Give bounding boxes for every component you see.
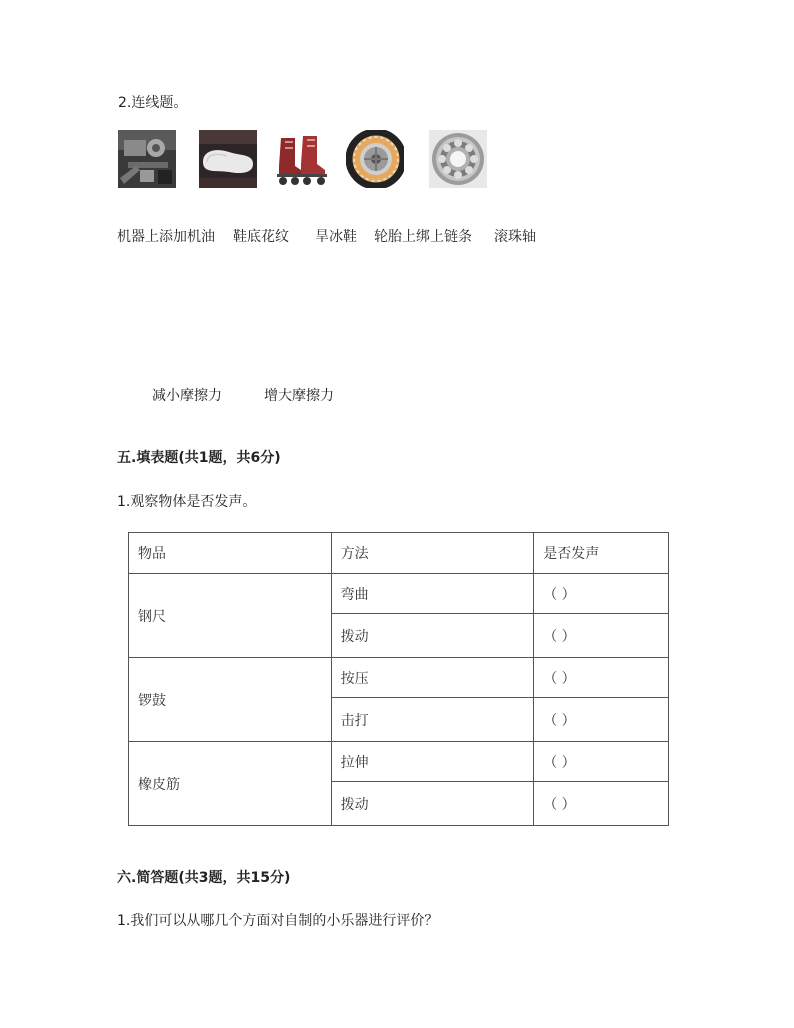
tire-chain-photo: [346, 130, 404, 188]
answer-blank[interactable]: （ ）: [534, 698, 669, 742]
method-cell: 拨动: [331, 614, 534, 658]
method-cell: 按压: [331, 658, 534, 698]
answer-blank[interactable]: （ ）: [534, 574, 669, 614]
item-label-machine-oil: 机器上添加机油: [117, 229, 215, 245]
object-cell: 橡皮筋: [129, 742, 332, 826]
table-row: [129, 658, 669, 698]
item-label-tire-chain: 轮胎上绑上链条: [374, 229, 472, 245]
question-title: 2.连线题。: [118, 95, 188, 111]
answer-blank[interactable]: （ ）: [534, 742, 669, 782]
method-cell: 拉伸: [331, 742, 534, 782]
target-increase-friction: 增大摩擦力: [264, 388, 334, 404]
section-heading-short-answer: 六.简答题(共3题，共15分): [117, 870, 291, 886]
observation-table: [128, 532, 669, 826]
table-row: [129, 742, 669, 782]
header-object: 物品: [129, 533, 332, 574]
object-cell: 锣鼓: [129, 658, 332, 742]
item-label-roller-skate: 旱冰鞋: [315, 229, 357, 245]
question-evaluate-instrument: 1.我们可以从哪几个方面对自制的小乐器进行评价？: [117, 913, 439, 929]
roller-skate-photo: [273, 130, 331, 188]
object-cell: 钢尺: [129, 574, 332, 658]
target-reduce-friction: 减小摩擦力: [152, 388, 222, 404]
method-cell: 击打: [331, 698, 534, 742]
header-method: 方法: [331, 533, 534, 574]
method-cell: 弯曲: [331, 574, 534, 614]
question-observe-sound: 1.观察物体是否发声。: [117, 494, 257, 510]
method-cell: 拨动: [331, 782, 534, 826]
ball-bearing-photo: [429, 130, 487, 188]
answer-blank[interactable]: （ ）: [534, 782, 669, 826]
machine-oil-photo: [118, 130, 176, 188]
shoe-sole-photo: [199, 130, 257, 188]
answer-blank[interactable]: （ ）: [534, 614, 669, 658]
item-label-ball-bearing: 滚珠轴: [494, 229, 536, 245]
section-heading-fill-table: 五.填表题(共1题，共6分): [117, 450, 281, 466]
answer-blank[interactable]: （ ）: [534, 658, 669, 698]
table-row: [129, 574, 669, 614]
header-sound: 是否发声: [534, 533, 669, 574]
item-label-shoe-sole: 鞋底花纹: [233, 229, 289, 245]
table-header-row: [129, 533, 669, 574]
